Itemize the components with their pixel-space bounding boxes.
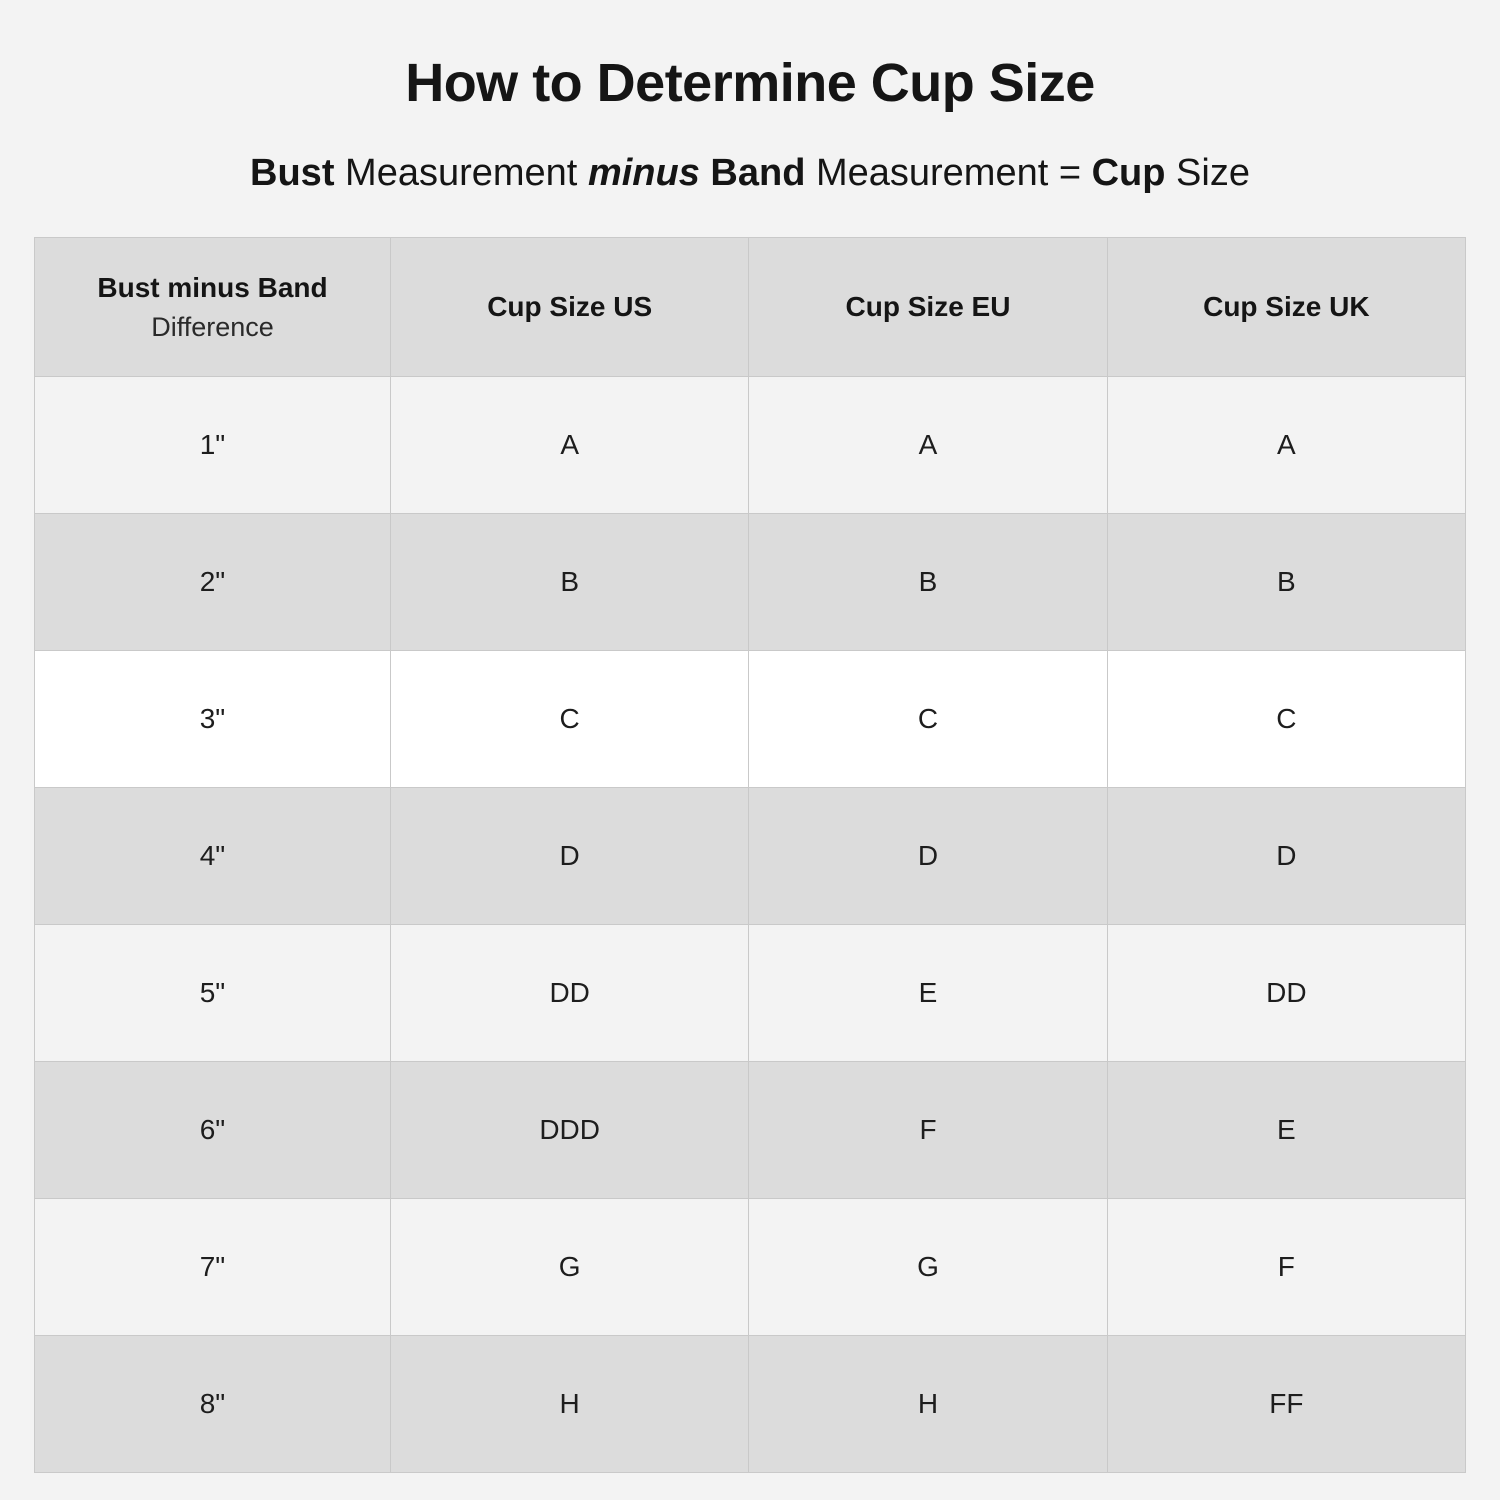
cell-uk: DD (1107, 925, 1465, 1062)
table-row (35, 514, 1466, 651)
table-row (35, 651, 1466, 788)
subtitle-cup-label: Cup (1091, 152, 1166, 194)
subtitle-space (700, 152, 711, 194)
cell-us: C (391, 651, 749, 788)
cell-us: G (391, 1199, 749, 1336)
subtitle-minus-label: minus (587, 152, 700, 194)
cell-us: D (391, 788, 749, 925)
subtitle-text-2: Measurement = (805, 152, 1092, 194)
page-subtitle (250, 152, 1250, 195)
cell-uk: F (1107, 1199, 1465, 1336)
page-title: How to Determine Cup Size (405, 53, 1095, 113)
table-row (35, 377, 1466, 514)
cell-eu: B (749, 514, 1107, 651)
table-body (35, 377, 1466, 1473)
cell-uk: FF (1107, 1336, 1465, 1473)
table-row (35, 925, 1466, 1062)
column-header-uk-main: Cup Size UK (1203, 291, 1370, 322)
cell-difference: 1" (35, 377, 391, 514)
cell-uk: C (1107, 651, 1465, 788)
cell-difference: 4" (35, 788, 391, 925)
cell-uk: E (1107, 1062, 1465, 1199)
subtitle-band-label: Band (710, 152, 806, 194)
cell-eu: C (749, 651, 1107, 788)
cell-difference: 6" (35, 1062, 391, 1199)
cup-size-table-wrapper (34, 237, 1466, 1473)
column-header-difference (35, 238, 391, 377)
cell-difference: 3" (35, 651, 391, 788)
subtitle-text-3: Size (1165, 152, 1250, 194)
column-header-difference-sub: Difference (151, 311, 274, 342)
column-header-us (391, 238, 749, 377)
subtitle-bust-label: Bust (250, 152, 335, 194)
cell-us: B (391, 514, 749, 651)
cell-difference: 7" (35, 1199, 391, 1336)
cell-difference: 5" (35, 925, 391, 1062)
table-header (35, 238, 1466, 377)
cell-eu: E (749, 925, 1107, 1062)
cell-eu: G (749, 1199, 1107, 1336)
table-row (35, 1199, 1466, 1336)
column-header-eu (749, 238, 1107, 377)
table-row (35, 1336, 1466, 1473)
cup-size-table (34, 237, 1466, 1473)
table-header-row (35, 238, 1466, 377)
column-header-uk (1107, 238, 1465, 377)
column-header-eu-main: Cup Size EU (845, 291, 1011, 322)
column-header-us-main: Cup Size US (487, 291, 653, 322)
cell-eu: A (749, 377, 1107, 514)
cell-us: DD (391, 925, 749, 1062)
cell-us: A (391, 377, 749, 514)
table-row (35, 788, 1466, 925)
table-row (35, 1062, 1466, 1199)
column-header-difference-main: Bust minus Band (97, 271, 328, 303)
cell-eu: F (749, 1062, 1107, 1199)
subtitle-text-1: Measurement (334, 152, 588, 194)
cell-difference: 2" (35, 514, 391, 651)
cell-us: DDD (391, 1062, 749, 1199)
cell-eu: D (749, 788, 1107, 925)
cell-eu: H (749, 1336, 1107, 1473)
cell-uk: A (1107, 377, 1465, 514)
cell-difference: 8" (35, 1336, 391, 1473)
cell-us: H (391, 1336, 749, 1473)
cell-uk: B (1107, 514, 1465, 651)
cell-uk: D (1107, 788, 1465, 925)
